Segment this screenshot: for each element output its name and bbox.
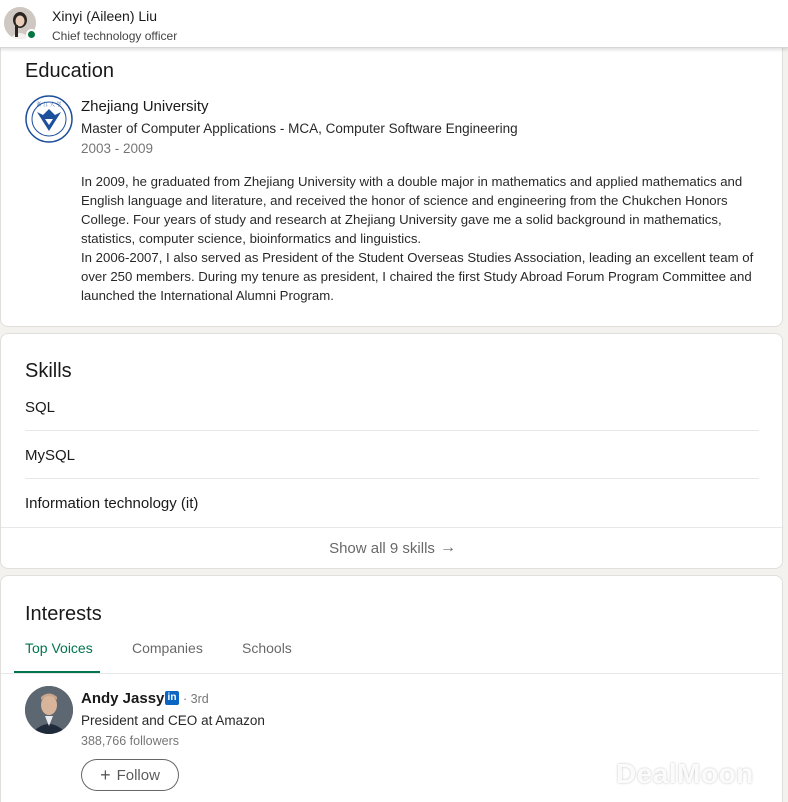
profile-name: Xinyi (Aileen) Liu xyxy=(52,8,158,24)
follower-count: 388,766 followers xyxy=(81,734,179,748)
profile-sticky-header xyxy=(0,0,788,48)
show-all-skills-button[interactable] xyxy=(1,528,784,568)
divider xyxy=(25,430,759,431)
follow-button[interactable] xyxy=(81,759,179,791)
tab-schools[interactable]: Schools xyxy=(242,640,292,656)
description-paragraph: In 2009, he graduated from Zhejiang University with a double major in mathematics and applied mathematics and English language and literature, and received the honor of science and engineering from the Chukchen Honors College. Four years of study and research at Zhejiang University gave me a solid background in mathematics, statistics, computer science, bioinformatics and linguistics. xyxy=(81,174,743,246)
person-photo xyxy=(25,686,73,734)
svg-text:浙 江 大 学: 浙 江 大 学 xyxy=(36,102,62,108)
voice-avatar[interactable] xyxy=(25,686,73,734)
education-title: Education xyxy=(25,60,114,82)
tab-top-voices[interactable]: Top Voices xyxy=(25,640,93,656)
degree-field: Master of Computer Applications - MCA, Computer Software Engineering xyxy=(81,121,518,136)
skills-section xyxy=(0,333,783,569)
voice-title: President and CEO at Amazon xyxy=(81,713,265,728)
skill-item[interactable]: MySQL xyxy=(25,447,76,464)
tab-companies[interactable]: Companies xyxy=(132,640,203,656)
divider xyxy=(1,673,784,674)
linkedin-influencer-icon: in xyxy=(165,691,179,705)
school-name[interactable]: Zhejiang University xyxy=(81,98,209,115)
skill-item[interactable]: Information technology (it) xyxy=(25,495,199,512)
plus-icon: + xyxy=(100,765,111,785)
education-dates: 2003 - 2009 xyxy=(81,141,154,156)
profile-headline: Chief technology officer xyxy=(52,29,178,43)
follow-label: Follow xyxy=(116,766,160,784)
interests-title: Interests xyxy=(25,603,102,625)
voice-name[interactable]: Andy Jassy xyxy=(81,690,165,707)
online-status-indicator xyxy=(26,29,37,40)
education-description xyxy=(81,172,763,305)
show-all-skills-label: Show all 9 skills xyxy=(329,539,435,557)
arrow-right-icon: → xyxy=(439,539,456,556)
zhejiang-university-logo-icon[interactable] xyxy=(25,95,73,143)
education-section xyxy=(0,30,783,327)
description-paragraph: In 2006-2007, I also served as President of the Student Overseas Studies Association, leading an excellent team of over 250 members. During my tenure as president, I chaired the first Study Abroad Forum Program Committee and launched the International Alumni Program. xyxy=(81,250,754,303)
skill-item[interactable]: SQL xyxy=(25,399,56,416)
watermark-logo: DealMoon xyxy=(616,758,754,789)
connection-degree: · 3rd xyxy=(183,692,209,706)
divider xyxy=(25,478,759,479)
skills-title: Skills xyxy=(25,360,72,382)
